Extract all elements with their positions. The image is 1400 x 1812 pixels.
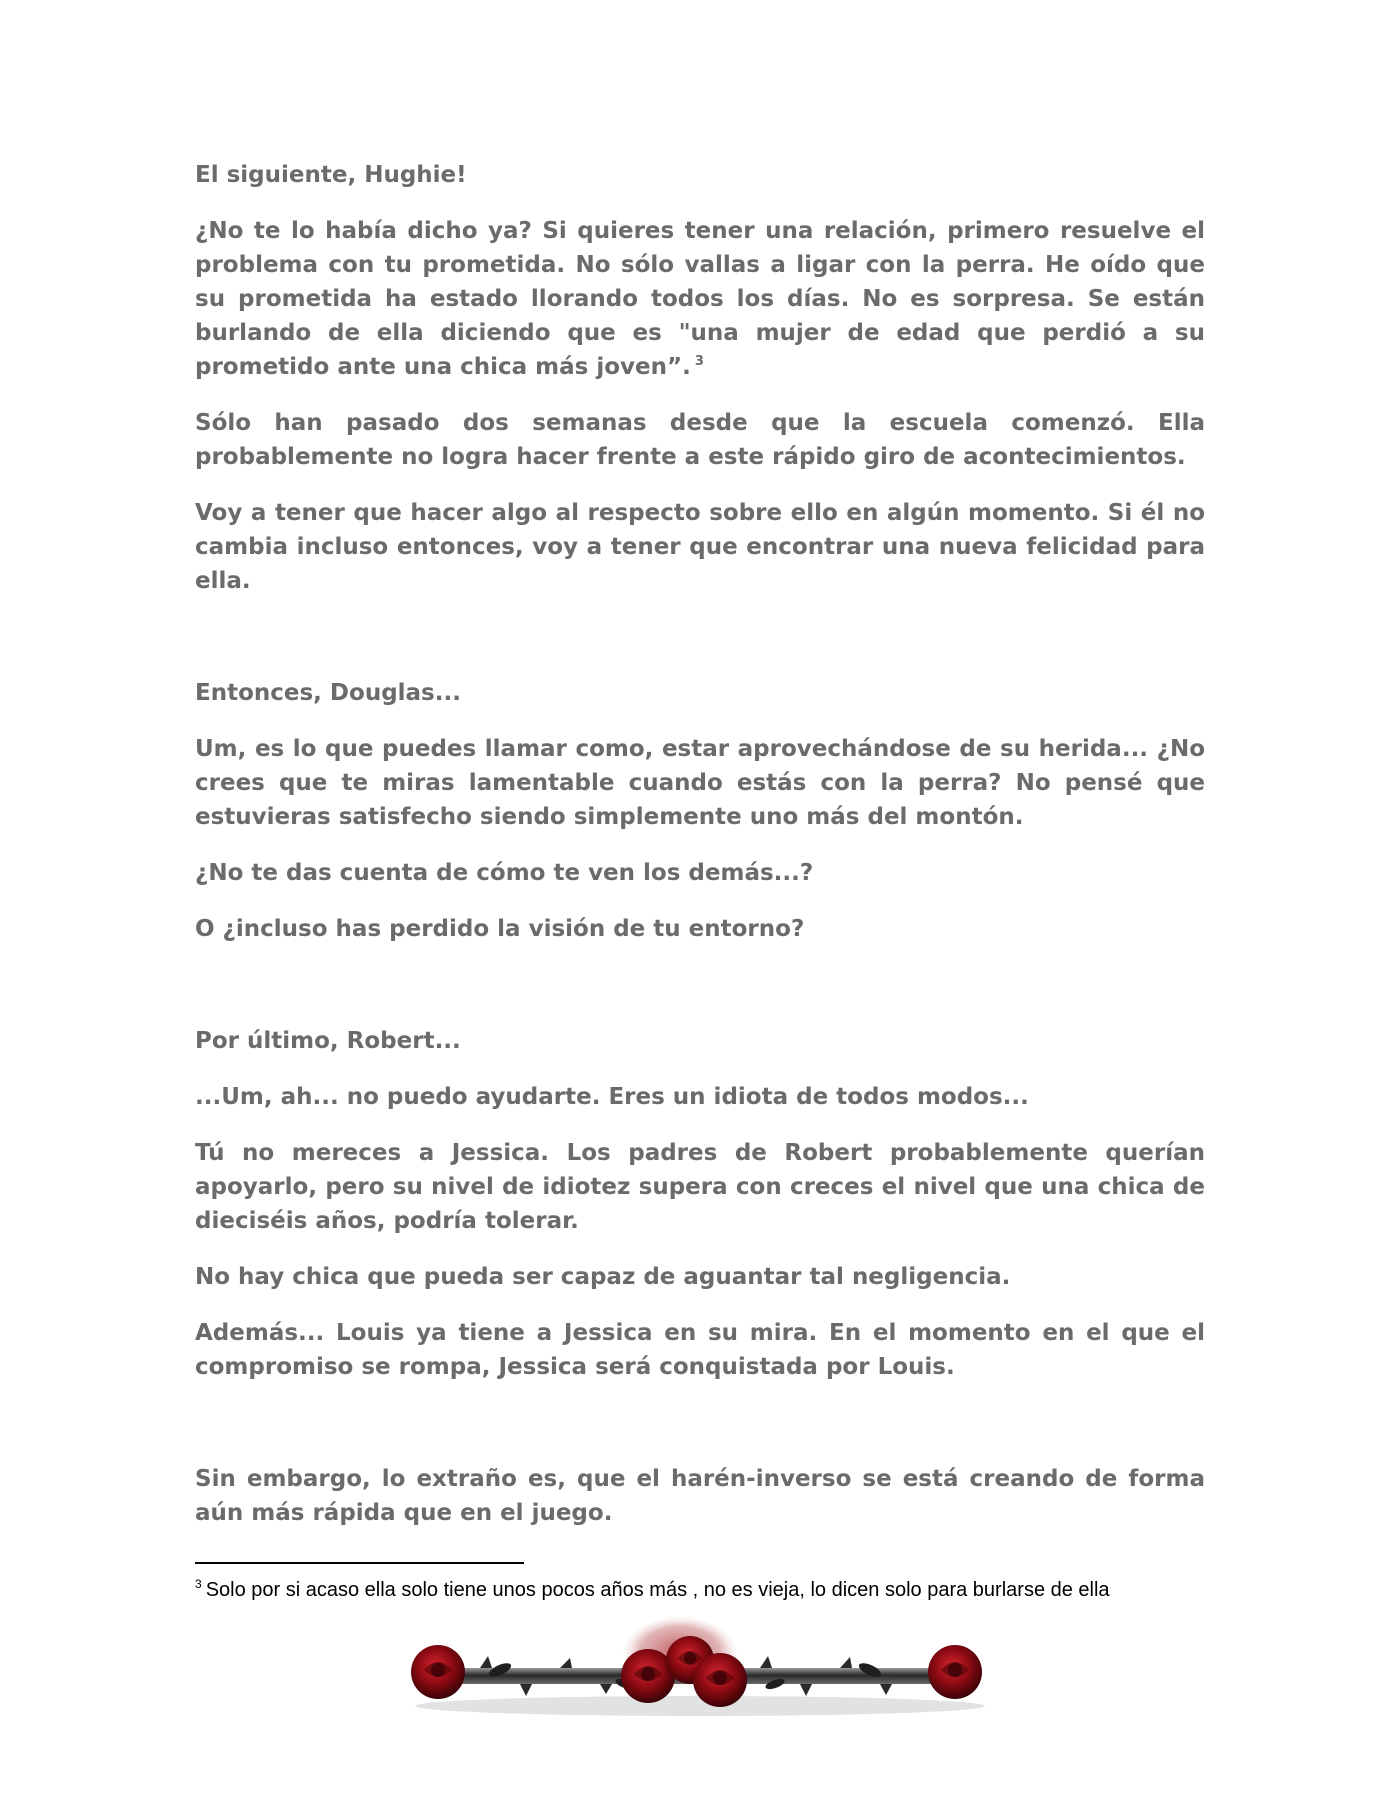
footnote-number: 3 [195,1577,202,1592]
section-gap [195,1406,1205,1462]
paragraph-11: Tú no mereces a Jessica. Los padres de Robert probablemente querían apoyarlo, pero su nivel de idiotez supera con creces el nivel que una chica de dieciséis años, podría tolerar. [195,1140,1205,1234]
section-gap [195,968,1205,1024]
paragraph-6: Um, es lo que puedes llamar como, estar aprovechándose de su herida... ¿No crees que te miras lamentable cuando estás con la perra? No pensé que estuvieras satisfecho siendo simplemente uno más del montón. [195,736,1205,830]
paragraph-8: O ¿incluso has perdido la visión de tu entorno? [195,916,805,942]
paragraph-12: No hay chica que pueda ser capaz de aguantar tal negligencia. [195,1264,1011,1290]
footnote-text: Solo por si acaso ella solo tiene unos pocos años más , no es vieja, lo dicen solo para burlarse de ella [205,1579,1110,1601]
paragraph-13: Además... Louis ya tiene a Jessica en su mira. En el momento en el que el compromiso se rompa, Jessica será conquistada por Louis. [195,1320,1205,1380]
body-text [195,158,1205,1552]
paragraph-2-text: ¿No te lo había dicho ya? Si quieres tener una relación, primero resuelve el problema con tu prometida. No sólo vallas a ligar con la perra. He oído que su prometida ha estado llorando todos los días. No es sorpresa. Se están burlando de ella diciendo que es "una mujer de edad que perdió a su prometido ante una chica más joven”. [195,218,1205,380]
paragraph-2 [195,214,1205,384]
paragraph-10: ...Um, ah... no puedo ayudarte. Eres un idiota de todos modos... [195,1084,1029,1110]
paragraph-4: Voy a tener que hacer algo al respecto sobre ello en algún momento. Si él no cambia incluso entonces, voy a tener que encontrar una nueva felicidad para ella. [195,500,1205,594]
footnote [195,1577,1205,1603]
paragraph-3: Sólo han pasado dos semanas desde que la escuela comenzó. Ella probablemente no logra hacer frente a este rápido giro de acontecimientos. [195,410,1205,470]
paragraph-9: Por último, Robert... [195,1028,461,1054]
paragraph-1: El siguiente, Hughie! [195,162,467,188]
paragraph-5: Entonces, Douglas... [195,680,461,706]
rose-vine-divider-icon [400,1610,1000,1730]
section-gap [195,620,1205,676]
paragraph-7: ¿No te das cuenta de cómo te ven los demás...? [195,860,814,886]
footnote-separator [195,1562,524,1564]
paragraph-14: Sin embargo, lo extraño es, que el harén-inverso se está creando de forma aún más rápida que en el juego. [195,1466,1205,1526]
footnote-reference: 3 [694,354,704,370]
